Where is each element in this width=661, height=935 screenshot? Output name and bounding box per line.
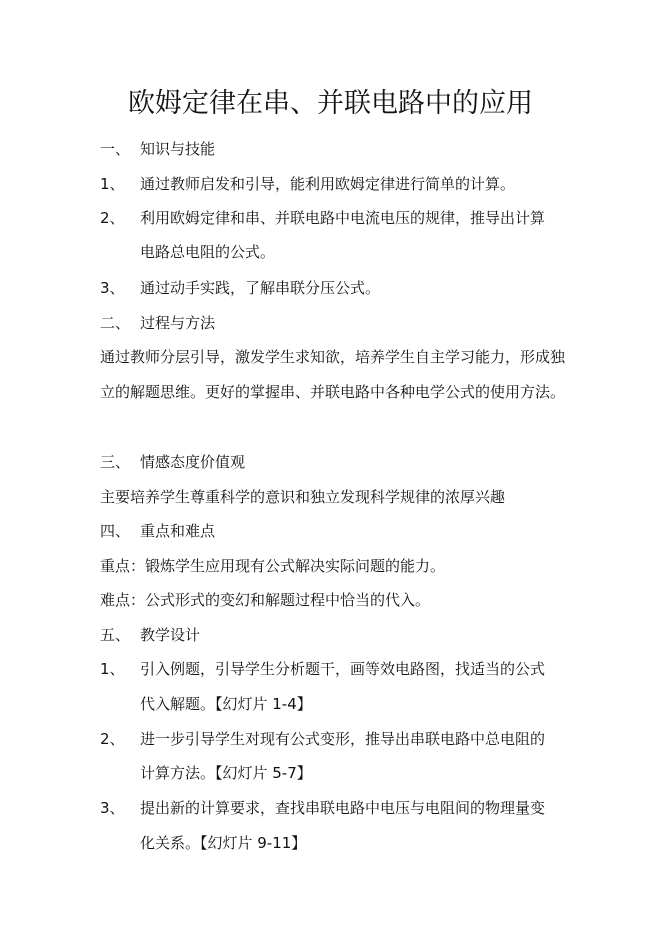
item-number: 2、: [100, 209, 125, 227]
section-number: 二、: [100, 314, 131, 332]
item-number: 1、: [100, 175, 125, 193]
list-item: [100, 173, 515, 195]
list-item: [100, 207, 545, 229]
item-text: 引入例题，引导学生分析题干，画等效电路图，找适当的公式: [140, 660, 546, 678]
item-text: 通过动手实践，了解串联分压公式。: [140, 279, 381, 297]
section-label: 重点和难点: [140, 522, 216, 540]
section-heading-key-points: [100, 520, 215, 542]
section-number: 四、: [100, 522, 131, 540]
section-heading-process: [100, 312, 215, 334]
item-number: 1、: [100, 660, 125, 678]
item-continuation: 计算方法。【幻灯片 5-7】: [140, 764, 312, 782]
section-number: 一、: [100, 140, 131, 158]
section-label: 过程与方法: [140, 314, 216, 332]
section-label: 知识与技能: [140, 140, 216, 158]
process-paragraph: 通过教师分层引导，激发学生求知欲，培养学生自主学习能力，形成独立的解题思维。更好的掌握串、并联电路中各种电学公式的使用方法。: [100, 348, 566, 401]
item-text: 通过教师启发和引导，能利用欧姆定律进行简单的计算。: [140, 175, 516, 193]
item-continuation: 电路总电阻的公式。: [140, 243, 276, 261]
emotion-paragraph: 主要培养学生尊重科学的意识和独立发现科学规律的浓厚兴趣: [100, 488, 506, 506]
item-text: 进一步引导学生对现有公式变形，推导出串联电路中总电阻的: [140, 730, 546, 748]
page-title: 欧姆定律在串、并联电路中的应用: [128, 88, 533, 119]
list-item: [100, 277, 380, 299]
item-text: 利用欧姆定律和串、并联电路中电流电压的规律，推导出计算: [140, 209, 546, 227]
section-heading-emotion: [100, 451, 245, 473]
item-continuation: 代入解题。【幻灯片 1-4】: [140, 695, 312, 713]
item-number: 2、: [100, 730, 125, 748]
key-point-text: 重点：锻炼学生应用现有公式解决实际问题的能力。: [100, 557, 446, 575]
item-number: 3、: [100, 799, 125, 817]
difficulty-text: 难点：公式形式的变幻和解题过程中恰当的代入。: [100, 591, 431, 609]
section-number: 五、: [100, 626, 131, 644]
list-item: [100, 797, 545, 819]
section-heading-knowledge: [100, 138, 215, 160]
section-label: 教学设计: [140, 626, 201, 644]
list-item: [100, 658, 545, 680]
section-heading-design: [100, 624, 200, 646]
item-text: 提出新的计算要求，查找串联电路中电压与电阻间的物理量变: [140, 799, 546, 817]
section-number: 三、: [100, 453, 131, 471]
list-item: [100, 728, 545, 750]
item-continuation: 化关系。【幻灯片 9-11】: [140, 834, 307, 852]
item-number: 3、: [100, 279, 125, 297]
section-label: 情感态度价值观: [140, 453, 246, 471]
